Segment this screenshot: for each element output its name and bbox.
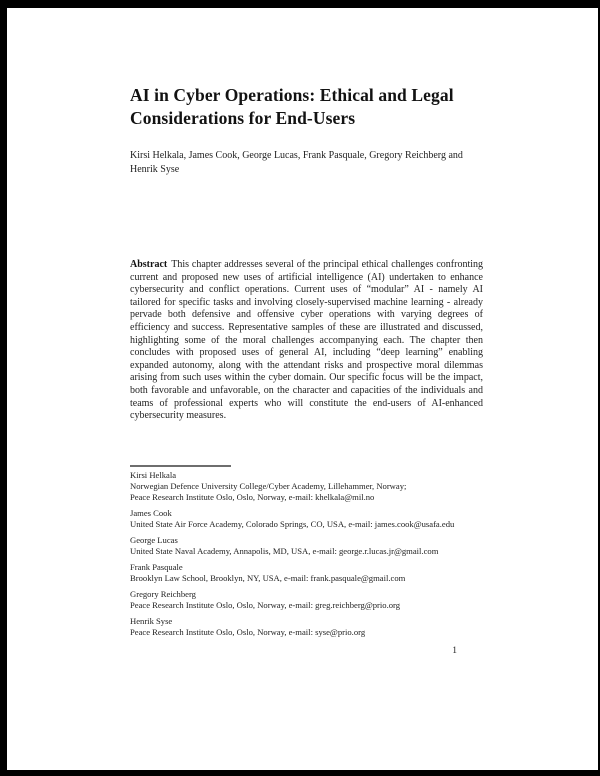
footnote-affiliation: Peace Research Institute Oslo, Oslo, Norway, e-mail: greg.reichberg@prio.org <box>130 599 401 610</box>
footnote-divider <box>130 465 231 467</box>
abstract-label: Abstract <box>130 259 168 270</box>
authors-line-2: Henrik Syse <box>130 164 180 175</box>
footnote-affiliation: Peace Research Institute Oslo, Oslo, Norway, e-mail: khelkala@mil.no <box>130 491 375 502</box>
footnote-name: Henrik Syse <box>130 616 173 627</box>
page-number: 1 <box>452 646 457 656</box>
footnote-entry <box>130 589 488 611</box>
footnote-name: Gregory Reichberg <box>130 589 196 600</box>
footnote-name: George Lucas <box>130 534 178 545</box>
title-line-2: Considerations for End-Users <box>130 107 356 128</box>
footnote-name: Kirsi Helkala <box>130 470 177 480</box>
document-page <box>7 8 598 770</box>
title-line-1: AI in Cyber Operations: Ethical and Legal <box>130 85 454 105</box>
authors <box>130 149 488 177</box>
footnote-name: Frank Pasquale <box>130 562 183 573</box>
footnote-entry <box>130 535 488 557</box>
footnote-affiliation: Brooklyn Law School, Brooklyn, NY, USA, e-mail: frank.pasquale@gmail.com <box>130 572 406 583</box>
footnote-entry <box>130 508 488 530</box>
footnote-affiliation: United State Air Force Academy, Colorado Springs, CO, USA, e-mail: james.cook@usafa.edu <box>130 518 455 529</box>
abstract-text: This chapter addresses several of the principal ethical challenges confronting current and proposed new uses of artificial intelligence (AI) undertaken to enhance cybersecurity and conflict operations. Current uses of “modular” AI - namely AI tailored for specific tasks and involving closely-supervised machine learning - already pervade both defensive and offensive cyber operations with varying degrees of efficiency and success. Representative samples of these are illustrated and discussed, highlighting some of the moral challenges accompanying each. The chapter then concludes with proposed uses of general AI, including “deep learning” enabling expanded autonomy, along with the attendant risks and prospective moral dilemmas arising from such uses within the cyber domain. Our specific focus will be the impact, both favorable and unfavorable, on the character and capacities of the individuals and teams of professional experts who will constitute the end-users of AI-enhanced cybersecurity measures. <box>130 259 483 422</box>
footnotes <box>130 470 488 643</box>
footnote-entry <box>130 562 488 584</box>
abstract <box>130 259 483 423</box>
footnote-affiliation: Peace Research Institute Oslo, Oslo, Norway, e-mail: syse@prio.org <box>130 627 366 638</box>
footnote-affiliation: Norwegian Defence University College/Cyber Academy, Lillehammer, Norway; <box>130 480 407 491</box>
authors-line-1: Kirsi Helkala, James Cook, George Lucas, Frank Pasquale, Gregory Reichberg and <box>130 150 463 161</box>
footnote-name: James Cook <box>130 507 172 518</box>
footnote-entry <box>130 616 488 638</box>
footnote-entry <box>130 470 488 502</box>
page-title <box>130 84 488 129</box>
footnote-affiliation: United State Naval Academy, Annapolis, MD, USA, e-mail: george.r.lucas.jr@gmail.com <box>130 545 439 556</box>
